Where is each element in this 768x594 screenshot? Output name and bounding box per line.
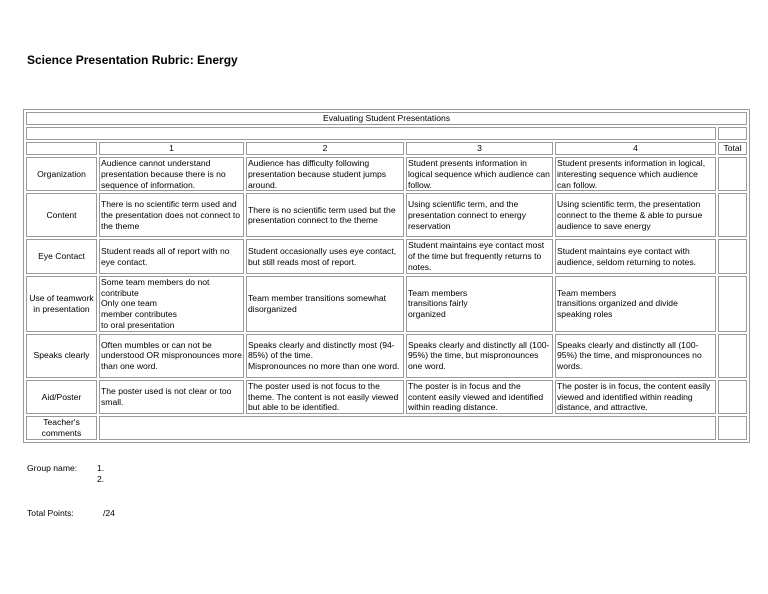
total-cell[interactable] (718, 193, 747, 237)
criterion-label: Aid/Poster (26, 380, 97, 414)
comments-label: Teacher's comments (26, 416, 97, 440)
table-row (26, 239, 747, 273)
column-header: 2 (246, 142, 404, 155)
rubric-cell: Speaks clearly and distinctly all (100-95%) the time, and mispronounces no words. (555, 334, 716, 378)
column-header-total: Total (718, 142, 747, 155)
rubric-cell: Team members transitions fairly organized (406, 276, 553, 332)
comments-row (26, 416, 747, 440)
comments-field[interactable] (99, 416, 716, 440)
criterion-label: Organization (26, 157, 97, 191)
total-cell[interactable] (718, 276, 747, 332)
criterion-label: Speaks clearly (26, 334, 97, 378)
rubric-cell: The poster used is not focus to the theme. The content is not easily viewed but able to be identified. (246, 380, 404, 414)
rubric-table (23, 109, 750, 443)
document-title: Science Presentation Rubric: Energy (27, 53, 238, 67)
total-cell[interactable] (718, 380, 747, 414)
rubric-cell: Speaks clearly and distinctly all (100-95%) the time, but mispronounces one word. (406, 334, 553, 378)
blank-cell (26, 127, 716, 140)
rubric-cell: Student presents information in logical sequence which audience can follow. (406, 157, 553, 191)
rubric-cell: Student presents information in logical, interesting sequence which audience can follow. (555, 157, 716, 191)
rubric-cell: Team members transitions organized and divide speaking roles (555, 276, 716, 332)
table-row (26, 276, 747, 332)
criterion-label: Content (26, 193, 97, 237)
rubric-cell: Student maintains eye contact most of the time but frequently returns to notes. (406, 239, 553, 273)
rubric-cell: Student occasionally uses eye contact, but still reads most of report. (246, 239, 404, 273)
table-row (26, 380, 747, 414)
rubric-cell: Some team members do not contribute Only one team member contributes to oral presentation (99, 276, 244, 332)
rubric-cell: The poster is in focus and the content easily viewed and identified within reading distance. (406, 380, 553, 414)
rubric-cell: Student reads all of report with no eye contact. (99, 239, 244, 273)
rubric-cell: Student maintains eye contact with audience, seldom returning to notes. (555, 239, 716, 273)
corner-cell (26, 142, 97, 155)
rubric-cell: Team member transitions somewhat disorganized (246, 276, 404, 332)
column-header: 1 (99, 142, 244, 155)
table-title: Evaluating Student Presentations (26, 112, 747, 125)
table-row (26, 334, 747, 378)
rubric-cell: There is no scientific term used but the presentation connect to the theme (246, 193, 404, 237)
rubric-cell: Speaks clearly and distinctly most (94-85%) of the time. Mispronounces no more than one word. (246, 334, 404, 378)
rubric-cell: Audience has difficulty following presentation because student jumps around. (246, 157, 404, 191)
table-row (26, 193, 747, 237)
rubric-cell: The poster used is not clear or too small. (99, 380, 244, 414)
column-header: 4 (555, 142, 716, 155)
rubric-cell: The poster is in focus, the content easily viewed and identified within reading distance, and attractive. (555, 380, 716, 414)
column-header: 3 (406, 142, 553, 155)
table-row (26, 157, 747, 191)
total-cell[interactable] (718, 334, 747, 378)
blank-cell (718, 127, 747, 140)
total-points-label: Total Points: (27, 508, 74, 518)
total-cell[interactable] (718, 157, 747, 191)
group-item: 1. (97, 463, 105, 473)
total-points-value: /24 (103, 508, 115, 518)
rubric-cell: Audience cannot understand presentation because there is no sequence of information. (99, 157, 244, 191)
criterion-label: Eye Contact (26, 239, 97, 273)
group-item: 2. (97, 474, 105, 484)
rubric-cell: Often mumbles or can not be understood OR mispronounces more than one word. (99, 334, 244, 378)
group-name-label: Group name: (27, 463, 78, 473)
rubric-cell: Using scientific term, and the presentation connect to energy reservation (406, 193, 553, 237)
total-cell[interactable] (718, 239, 747, 273)
rubric-cell: There is no scientific term used and the presentation does not connect to the theme (99, 193, 244, 237)
criterion-label: Use of teamwork in presentation (26, 276, 97, 332)
rubric-cell: Using scientific term, the presentation connect to the theme & able to pursue audience to save energy (555, 193, 716, 237)
comments-total-cell (718, 416, 747, 440)
